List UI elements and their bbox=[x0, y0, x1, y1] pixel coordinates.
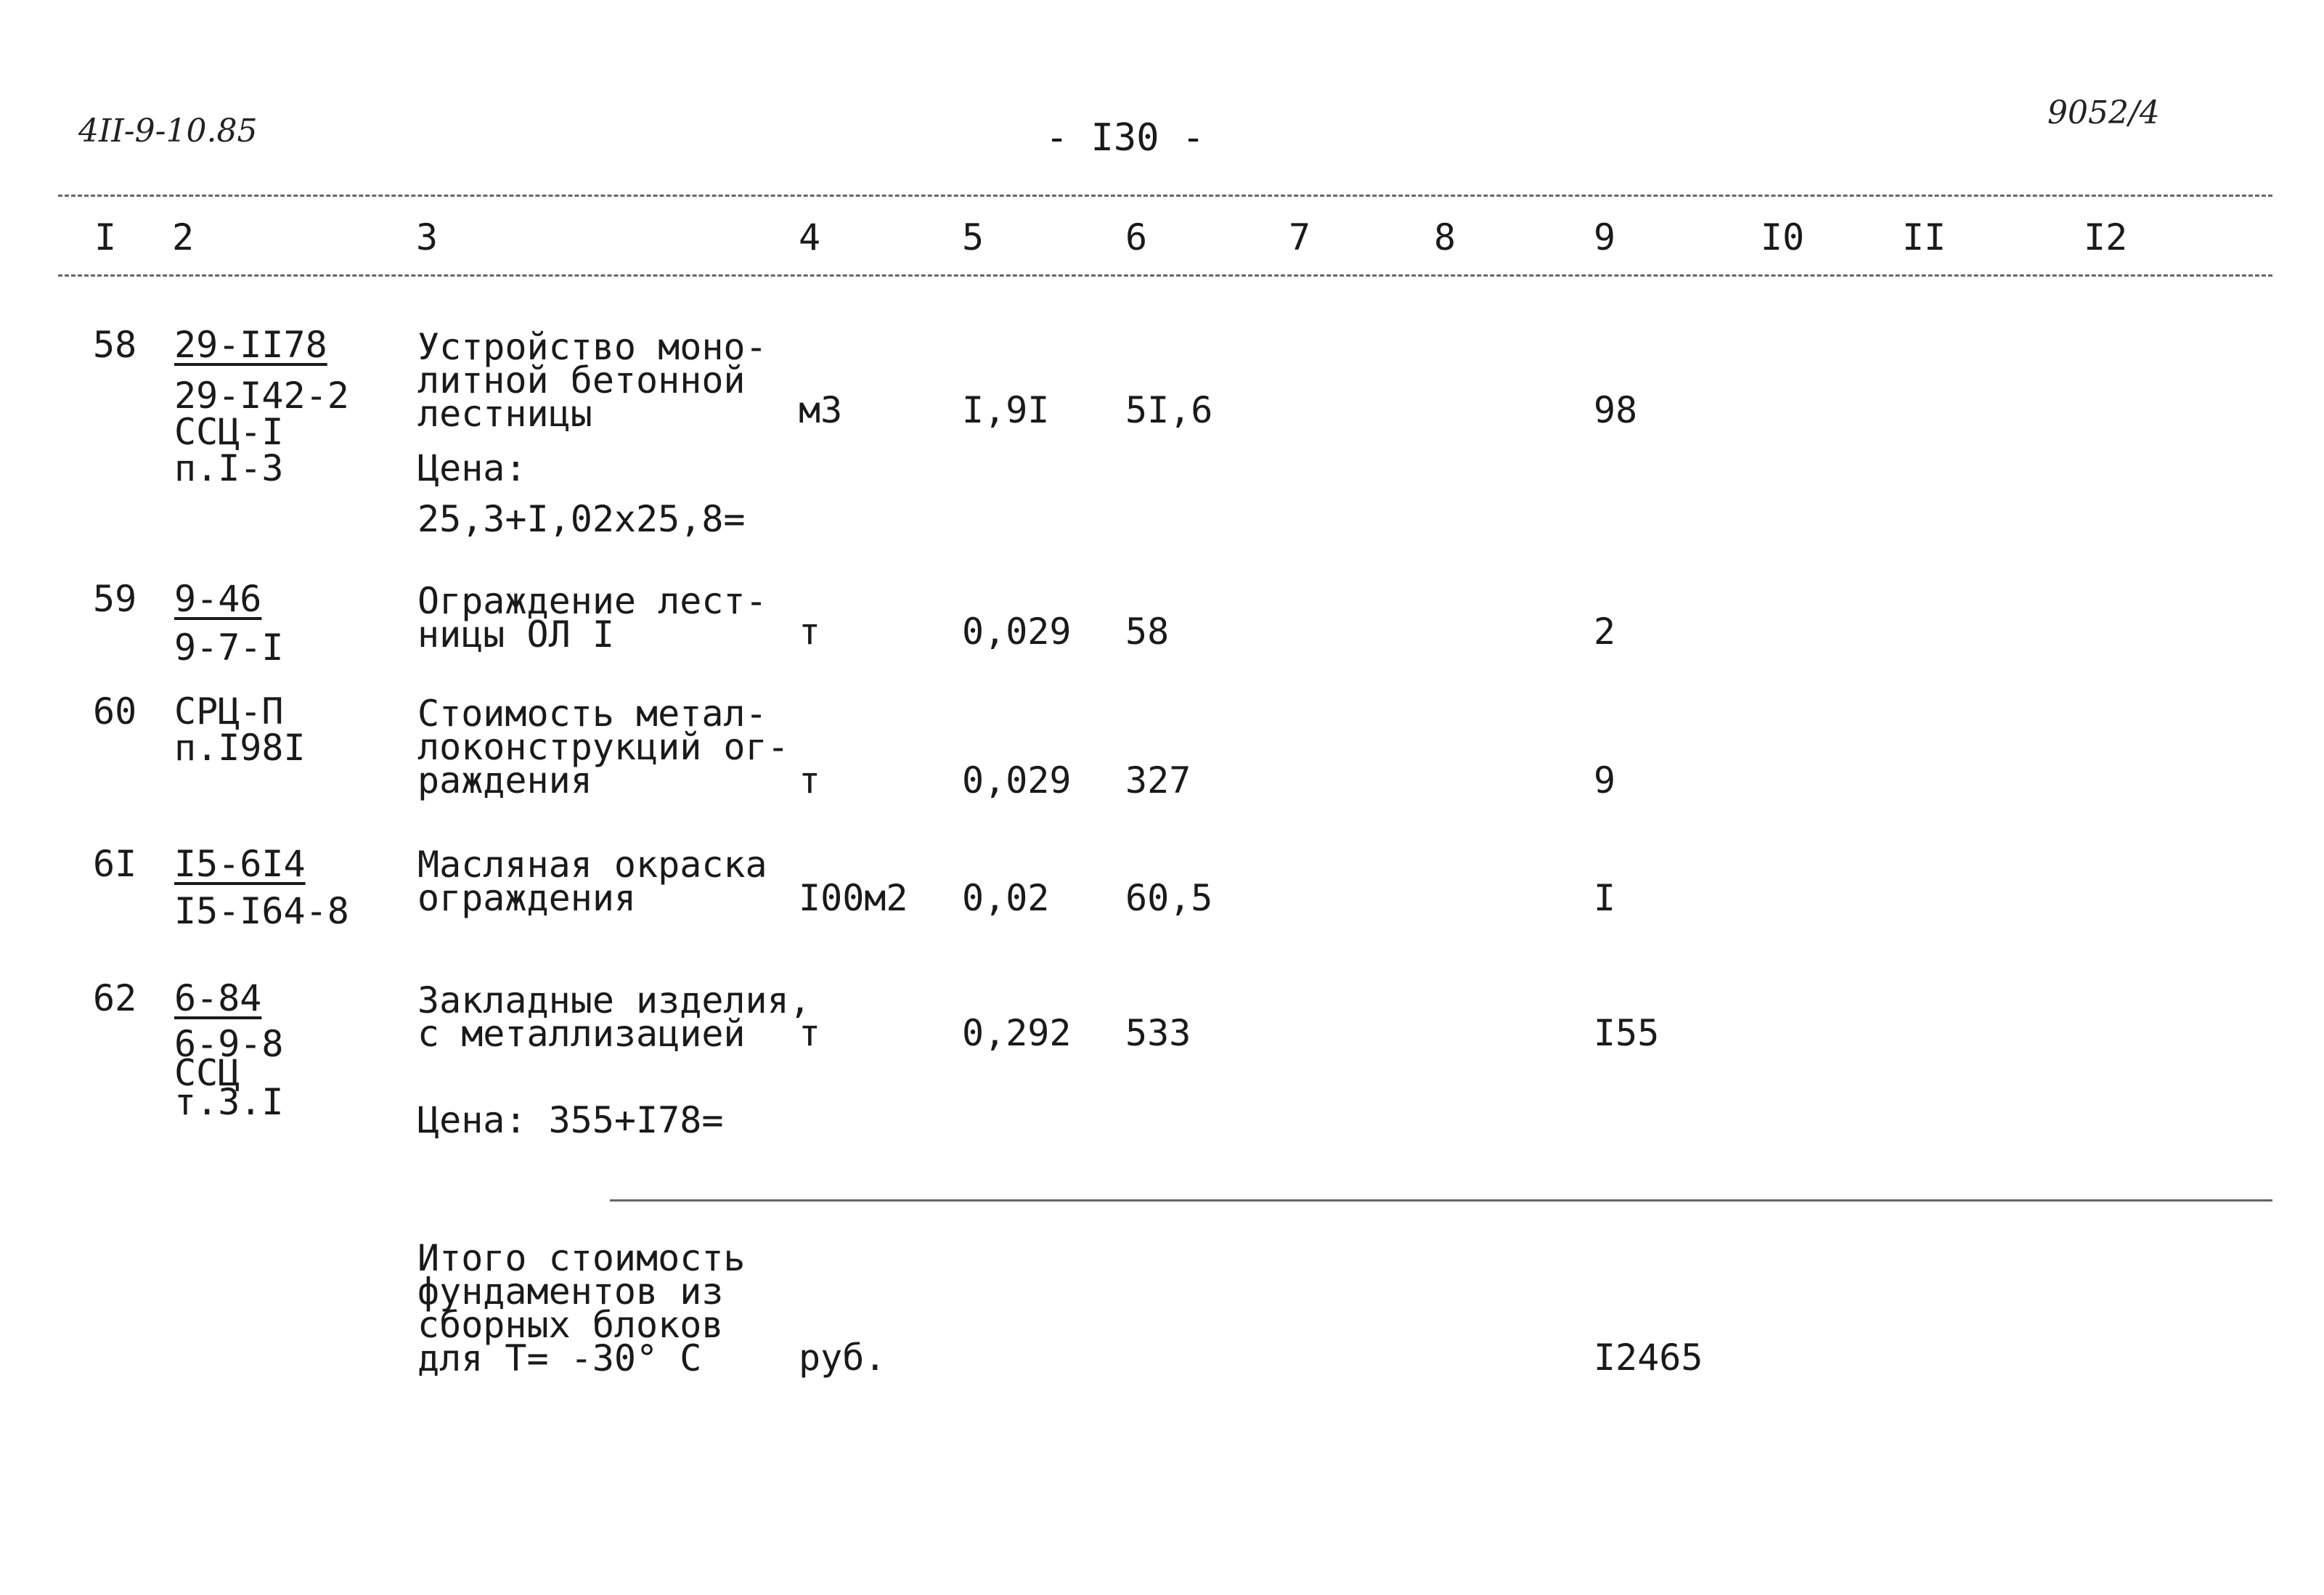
header-top-rule bbox=[58, 195, 2272, 197]
unit-cost: 60,5 bbox=[1125, 877, 1213, 919]
column-header-7: 7 bbox=[1289, 216, 1311, 258]
column-header-5: 5 bbox=[962, 216, 984, 258]
summary-total: I2465 bbox=[1594, 1337, 1703, 1379]
column-header-8: 8 bbox=[1434, 216, 1456, 258]
norm-reference: 6-9-8 ССЦ т.3.I bbox=[174, 1023, 284, 1123]
work-description: Стоимость метал- локонструкций ог- раждения bbox=[417, 693, 789, 801]
page-number: - I30 - bbox=[1045, 116, 1205, 160]
norm-code: 9-46 bbox=[174, 578, 262, 620]
norm-reference: п.I98I bbox=[174, 727, 306, 769]
summary-description: Итого стоимость фундаментов из сборных блоков для Т= -30° С bbox=[417, 1237, 746, 1379]
column-header-9: 9 bbox=[1594, 216, 1616, 258]
work-description: Масляная окраска ограждения bbox=[417, 844, 767, 919]
unit: т bbox=[799, 759, 821, 801]
unit-cost: 58 bbox=[1125, 611, 1170, 653]
work-description: Закладные изделия, с металлизацией bbox=[417, 979, 811, 1055]
column-header-11: II bbox=[1902, 216, 1946, 258]
unit-cost: 533 bbox=[1125, 1012, 1191, 1054]
column-header-2: 2 bbox=[172, 216, 195, 258]
total-cost: 2 bbox=[1594, 611, 1616, 653]
row-number: 60 bbox=[93, 690, 137, 733]
sheet-mark: 9052/4 bbox=[2047, 94, 2160, 131]
total-cost: I bbox=[1594, 877, 1616, 919]
unit: т bbox=[799, 1012, 821, 1054]
norm-code: 29-II78 bbox=[174, 324, 327, 366]
price-label: Цена: 355+I78= bbox=[417, 1099, 724, 1141]
row-number: 59 bbox=[93, 578, 137, 620]
unit-cost: 5I,6 bbox=[1125, 389, 1213, 431]
unit-cost: 327 bbox=[1125, 759, 1191, 801]
row-number: 58 bbox=[93, 324, 137, 366]
quantity: 0,029 bbox=[962, 611, 1072, 653]
price-formula: 25,3+I,02x25,8= bbox=[417, 498, 746, 540]
header-bottom-rule bbox=[58, 274, 2272, 277]
norm-code: 6-84 bbox=[174, 977, 262, 1019]
row-number: 6I bbox=[93, 843, 137, 885]
total-cost: 9 bbox=[1594, 759, 1616, 801]
unit: т bbox=[799, 611, 821, 653]
work-description: Ограждение лест- ницы ОЛ I bbox=[417, 580, 767, 656]
unit: м3 bbox=[799, 389, 843, 431]
column-header-3: 3 bbox=[416, 216, 439, 258]
document-number: 4II-9-10.85 bbox=[78, 113, 258, 150]
column-header-6: 6 bbox=[1125, 216, 1148, 258]
column-header-4: 4 bbox=[799, 216, 821, 258]
norm-code: СРЦ-П bbox=[174, 690, 284, 733]
norm-reference: I5-I64-8 bbox=[174, 890, 349, 932]
quantity: 0,02 bbox=[962, 877, 1050, 919]
norm-reference: 29-I42-2 ССЦ-I п.I-3 bbox=[174, 375, 349, 489]
column-header-1: I bbox=[94, 216, 117, 258]
total-cost: 98 bbox=[1594, 389, 1638, 431]
work-description: Устройство моно- литной бетонной лестницы bbox=[417, 326, 767, 435]
unit: I00м2 bbox=[799, 877, 908, 919]
row-number: 62 bbox=[93, 977, 137, 1019]
norm-reference: 9-7-I bbox=[174, 627, 284, 669]
summary-unit: руб. bbox=[799, 1337, 886, 1379]
norm-code: I5-6I4 bbox=[174, 843, 306, 885]
quantity: I,9I bbox=[962, 389, 1050, 431]
quantity: 0,292 bbox=[962, 1012, 1072, 1054]
column-header-12: I2 bbox=[2084, 216, 2128, 258]
price-label: Цена: bbox=[417, 447, 527, 489]
summary-rule bbox=[610, 1199, 2272, 1202]
column-header-10: I0 bbox=[1761, 216, 1805, 258]
quantity: 0,029 bbox=[962, 759, 1072, 801]
total-cost: I55 bbox=[1594, 1012, 1660, 1054]
